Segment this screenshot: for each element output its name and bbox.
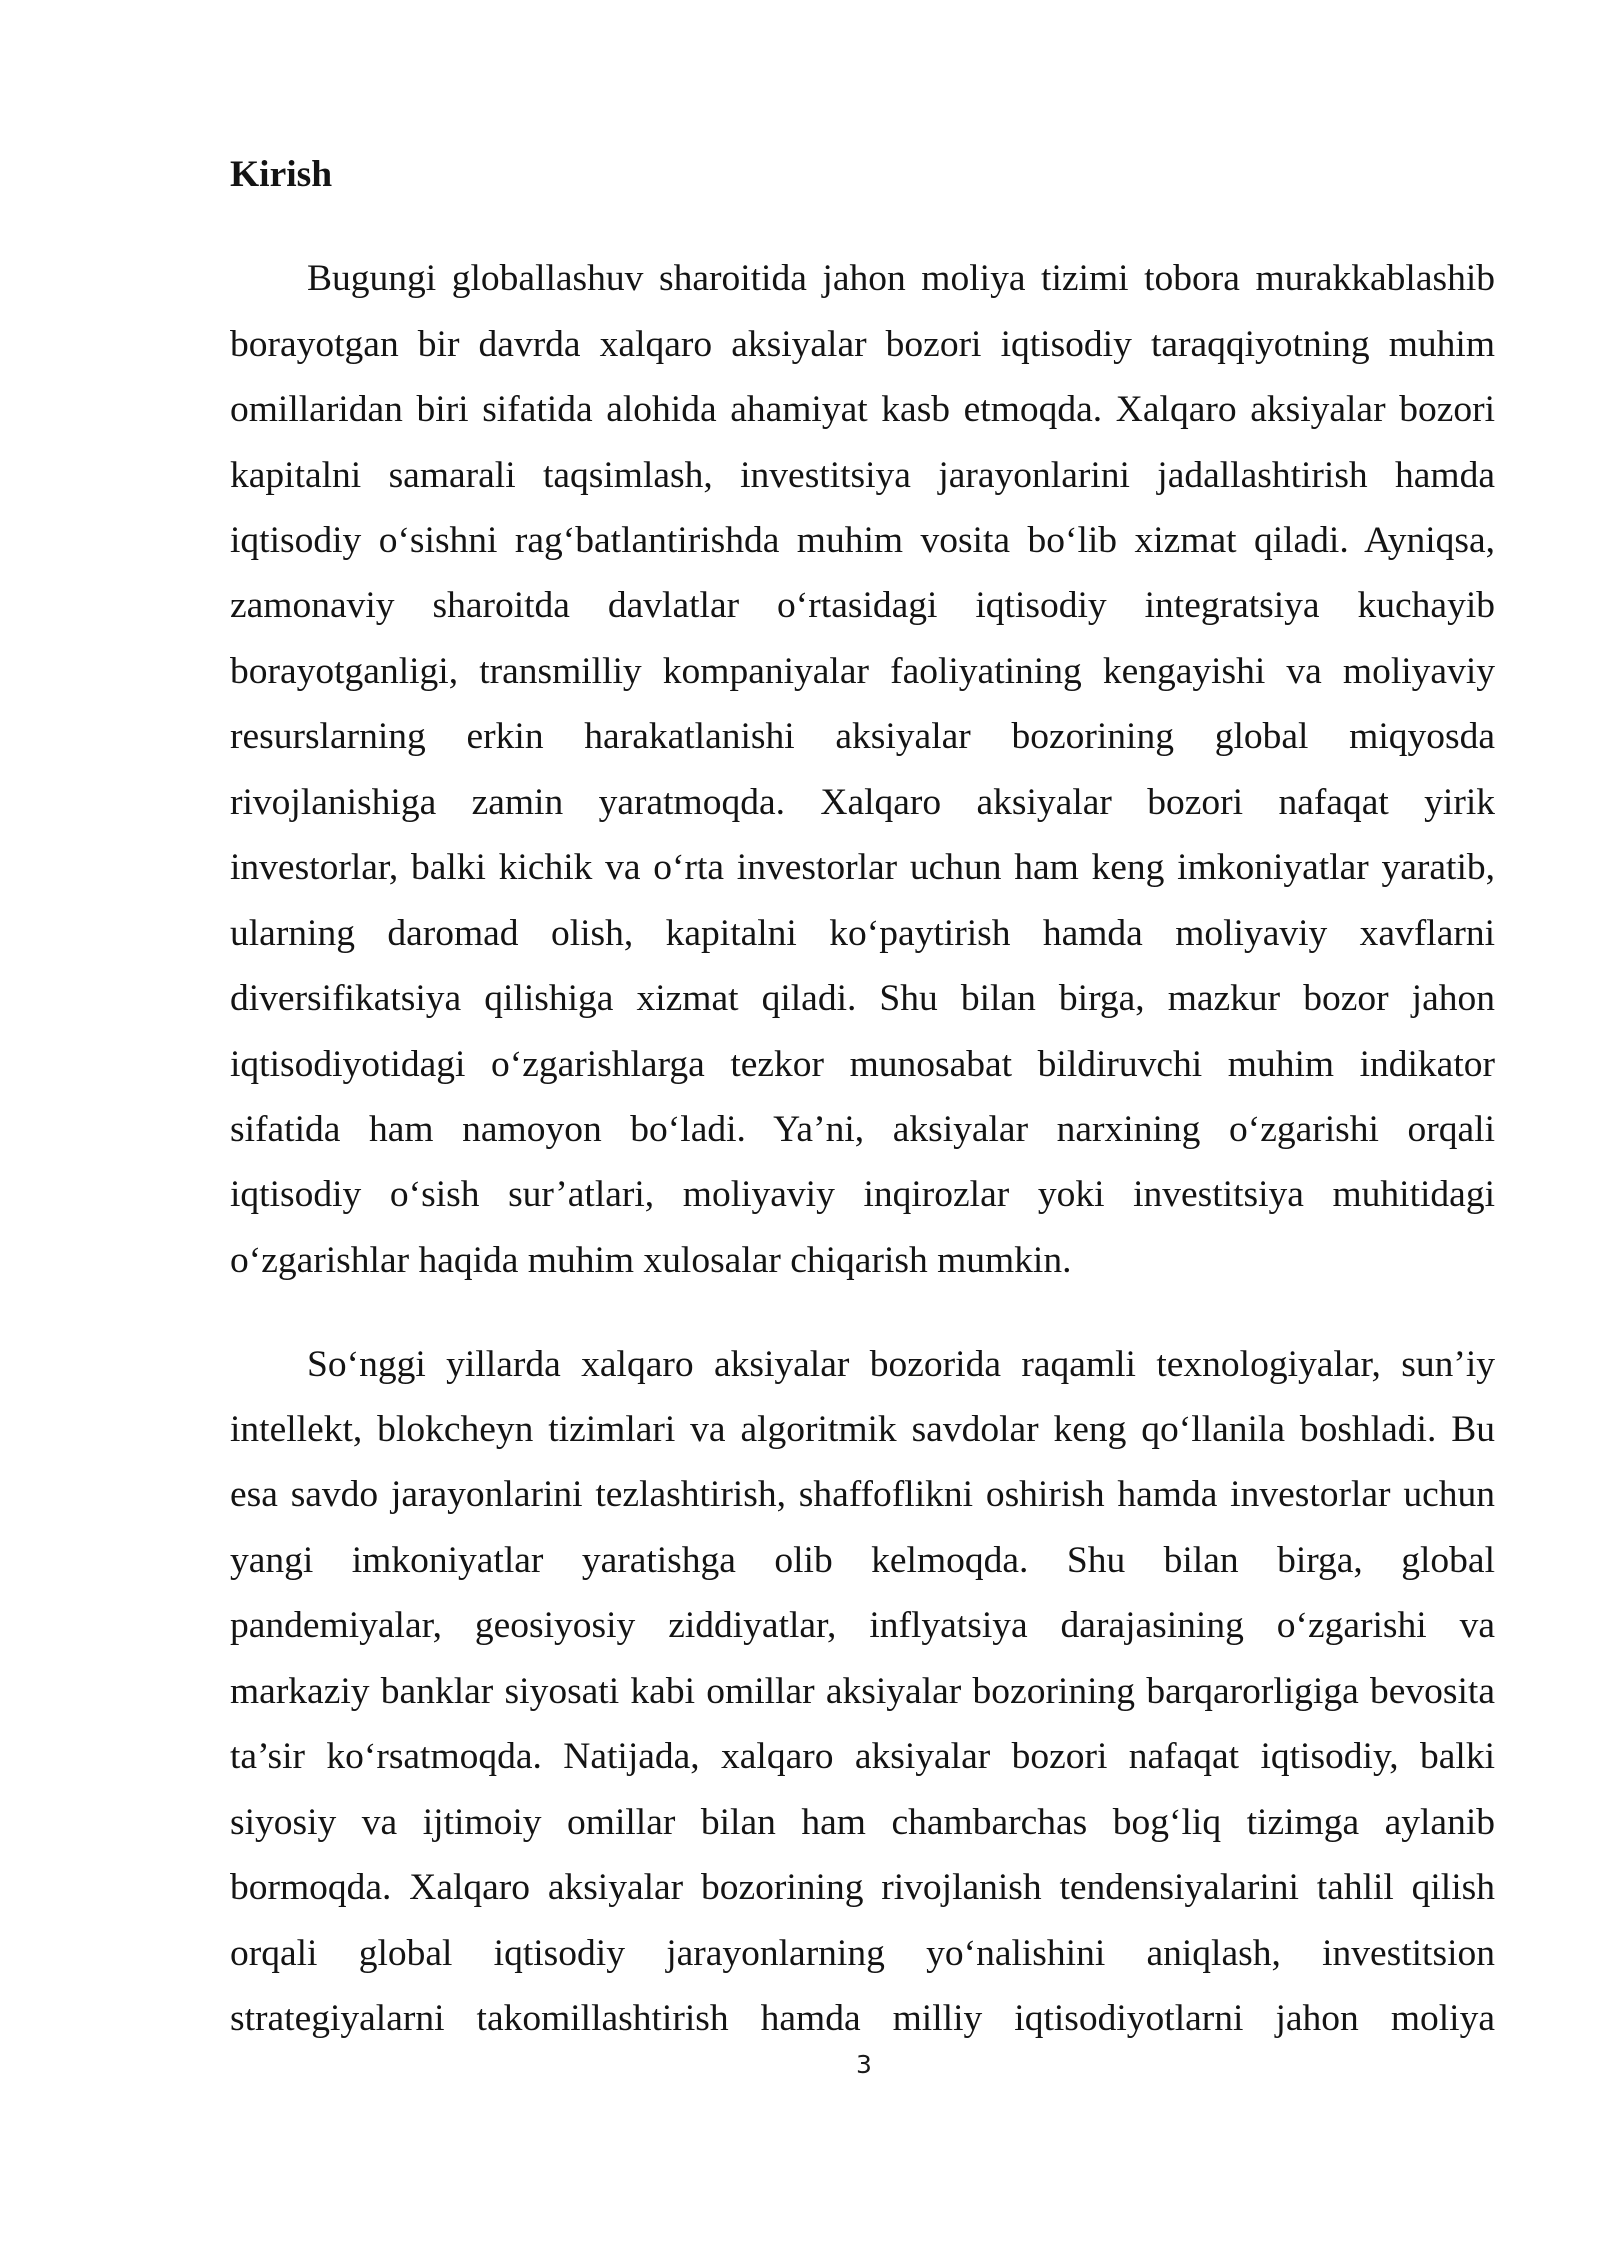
text-line: strategiyalarni takomillashtirish hamda milliy iqtisodiyotlarni jahon moliya [230, 1997, 1495, 2039]
text-line: omillaridan biri sifatida alohida ahamiyat kasb etmoqda. Xalqaro aksiyalar bozori [230, 389, 1495, 431]
text-line: bormoqda. Xalqaro aksiyalar bozorining rivojlanish tendensiyalarini tahlil qilish [230, 1867, 1495, 1909]
section-heading: Kirish [230, 154, 333, 195]
text-line: ta’sir ko‘rsatmoqda. Natijada, xalqaro aksiyalar bozori nafaqat iqtisodiy, balki [230, 1736, 1495, 1778]
text-line: iqtisodiy o‘sish sur’atlari, moliyaviy inqirozlar yoki investitsiya muhitidagi [230, 1174, 1495, 1216]
text-line: markaziy banklar siyosati kabi omillar aksiyalar bozorining barqarorligiga bevosita [230, 1670, 1495, 1712]
text-line: Bugungi globallashuv sharoitida jahon moliya tizimi tobora murakkablashib [307, 258, 1495, 300]
text-line: yangi imkoniyatlar yaratishga olib kelmoqda. Shu bilan birga, global [230, 1539, 1495, 1581]
text-line: ularning daromad olish, kapitalni ko‘paytirish hamda moliyaviy xavflarni [230, 912, 1495, 954]
text-line: investorlar, balki kichik va o‘rta investorlar uchun ham keng imkoniyatlar yaratib, [230, 847, 1495, 889]
text-line: pandemiyalar, geosiyosiy ziddiyatlar, inflyatsiya darajasining o‘zgarishi va [230, 1605, 1495, 1647]
text-line: rivojlanishiga zamin yaratmoqda. Xalqaro aksiyalar bozori nafaqat yirik [230, 781, 1495, 823]
text-line: o‘zgarishlar haqida muhim xulosalar chiqarish mumkin. [230, 1239, 1072, 1281]
paragraph-2 [230, 1332, 1495, 2052]
text-line: resurslarning erkin harakatlanishi aksiyalar bozorining global miqyosda [230, 716, 1495, 758]
paragraph-1 [230, 246, 1495, 1293]
text-line: iqtisodiy o‘sishni rag‘batlantirishda muhim vosita bo‘lib xizmat qiladi. Ayniqsa, [230, 520, 1495, 562]
text-line: siyosiy va ijtimoiy omillar bilan ham chambarchas bog‘liq tizimga aylanib [230, 1801, 1495, 1843]
text-line: esa savdo jarayonlarini tezlashtirish, shaffoflikni oshirish hamda investorlar uchun [230, 1474, 1495, 1516]
text-line: iqtisodiyotidagi o‘zgarishlarga tezkor munosabat bildiruvchi muhim indikator [230, 1043, 1495, 1085]
text-line: diversifikatsiya qilishiga xizmat qiladi. Shu bilan birga, mazkur bozor jahon [230, 978, 1495, 1020]
page-number: 3 [856, 2050, 872, 2079]
text-line: borayotgan bir davrda xalqaro aksiyalar bozori iqtisodiy taraqqiyotning muhim [230, 323, 1495, 365]
text-line: sifatida ham namoyon bo‘ladi. Ya’ni, aksiyalar narxining o‘zgarishi orqali [230, 1108, 1495, 1150]
text-line: zamonaviy sharoitda davlatlar o‘rtasidagi iqtisodiy integratsiya kuchayib [230, 585, 1495, 627]
text-line: kapitalni samarali taqsimlash, investitsiya jarayonlarini jadallashtirish hamda [230, 454, 1495, 496]
text-line: intellekt, blokcheyn tizimlari va algoritmik savdolar keng qo‘llanila boshladi. Bu [230, 1409, 1495, 1451]
text-line: orqali global iqtisodiy jarayonlarning yo‘nalishini aniqlash, investitsion [230, 1932, 1495, 1974]
text-line: borayotganligi, transmilliy kompaniyalar faoliyatining kengayishi va moliyaviy [230, 650, 1495, 692]
text-line: So‘nggi yillarda xalqaro aksiyalar bozorida raqamli texnologiyalar, sun’iy [307, 1343, 1495, 1385]
